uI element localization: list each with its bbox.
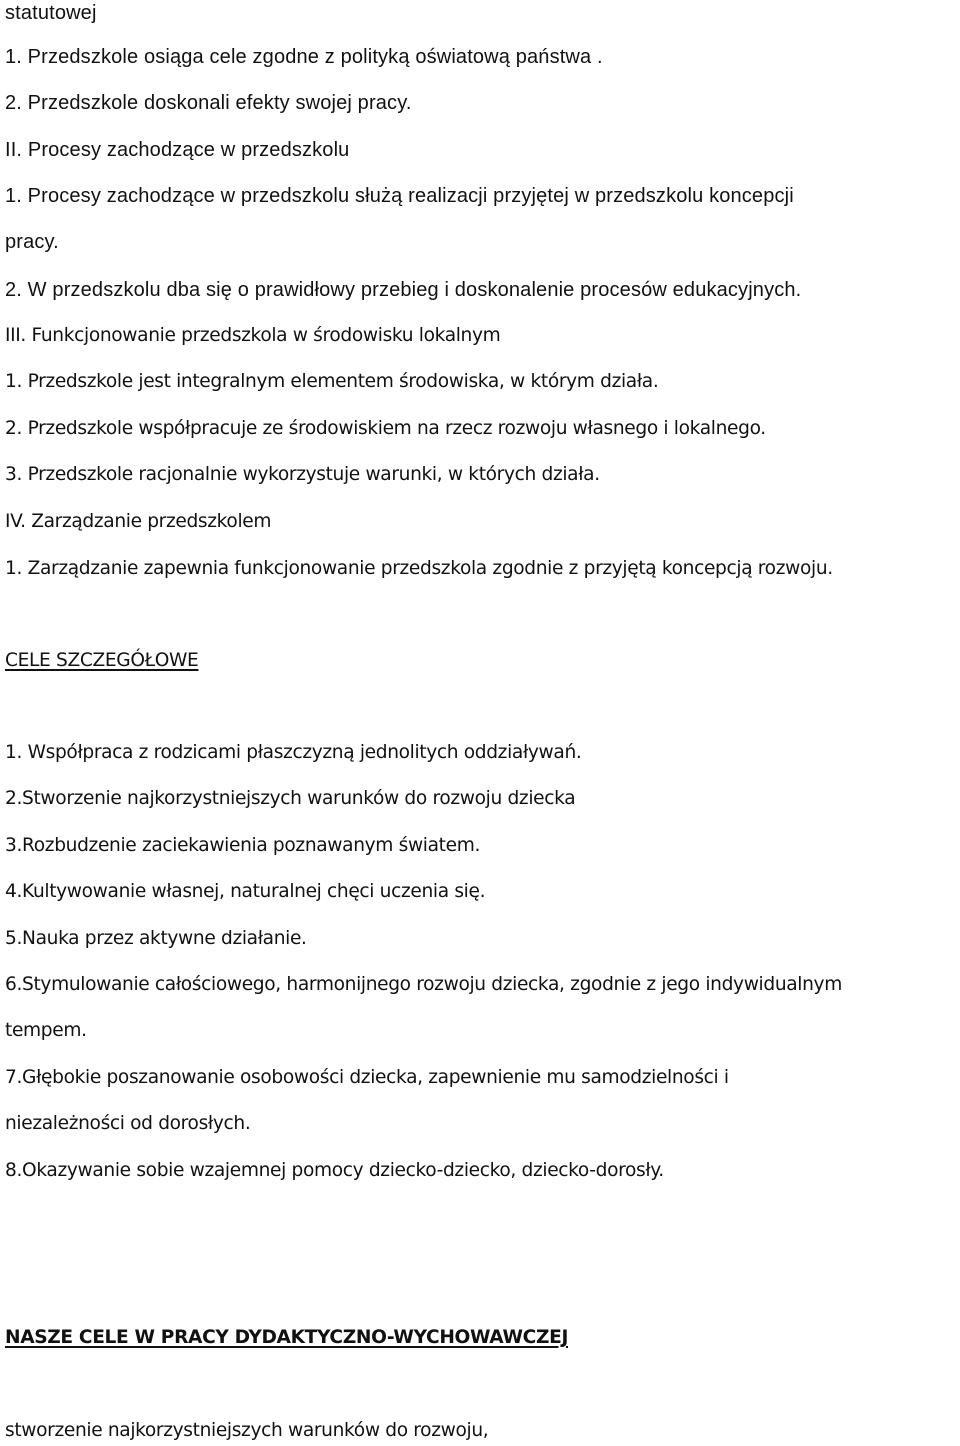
text-line: pracy. [5,231,59,253]
section-heading-iii: III. Funkcjonowanie przedszkola w środowisku lokalnym [5,325,501,346]
text-line: 3. Przedszkole racjonalnie wykorzystuje warunki, w których działa. [5,464,600,485]
list-item: 2.Stworzenie najkorzystniejszych warunków do rozwoju dziecka [5,788,576,809]
text-line: 2. Przedszkole współpracuje ze środowiskiem na rzecz rozwoju własnego i lokalnego. [5,418,766,439]
text-line: 1. Przedszkole osiąga cele zgodne z polityką oświatową państwa . [5,46,603,68]
list-item: 8.Okazywanie sobie wzajemnej pomocy dziecko-dziecko, dziecko-dorosły. [5,1160,664,1181]
text-line: 1. Procesy zachodzące w przedszkolu służą realizacji przyjętej w przedszkolu koncepcji [5,185,794,207]
list-item: 5.Nauka przez aktywne działanie. [5,928,307,949]
list-item: 3.Rozbudzenie zaciekawienia poznawanym światem. [5,835,481,856]
section-heading-ii: II. Procesy zachodzące w przedszkolu [5,139,350,161]
text-line: 2. Przedszkole doskonali efekty swojej pracy. [5,92,412,114]
list-item: 4.Kultywowanie własnej, naturalnej chęci uczenia się. [5,881,486,902]
list-item: 7.Głębokie poszanowanie osobowości dziecka, zapewnienie mu samodzielności i [5,1067,729,1088]
heading-cele-szczegolowe: CELE SZCZEGÓŁOWE [5,650,199,671]
text-line: 1. Zarządzanie zapewnia funkcjonowanie przedszkola zgodnie z przyjętą koncepcją rozwoju. [5,558,833,579]
section-heading-iv: IV. Zarządzanie przedszkolem [5,511,272,532]
heading-nasze-cele: NASZE CELE W PRACY DYDAKTYCZNO-WYCHOWAWCZEJ [5,1327,569,1348]
list-item: 1. Współpraca z rodzicami płaszczyzną jednolitych oddziaływań. [5,742,582,763]
text-line: 2. W przedszkolu dba się o prawidłowy przebieg i doskonalenie procesów edukacyjnych. [5,279,802,301]
text-line: statutowej [5,2,97,24]
list-item-continuation: niezależności od dorosłych. [5,1113,251,1134]
list-item: 6.Stymulowanie całościowego, harmonijnego rozwoju dziecka, zgodnie z jego indywidualnym [5,974,842,995]
list-item-continuation: tempem. [5,1020,87,1041]
text-line: 1. Przedszkole jest integralnym elementem środowiska, w którym działa. [5,371,659,392]
text-line: stworzenie najkorzystniejszych warunków do rozwoju, [5,1420,489,1441]
